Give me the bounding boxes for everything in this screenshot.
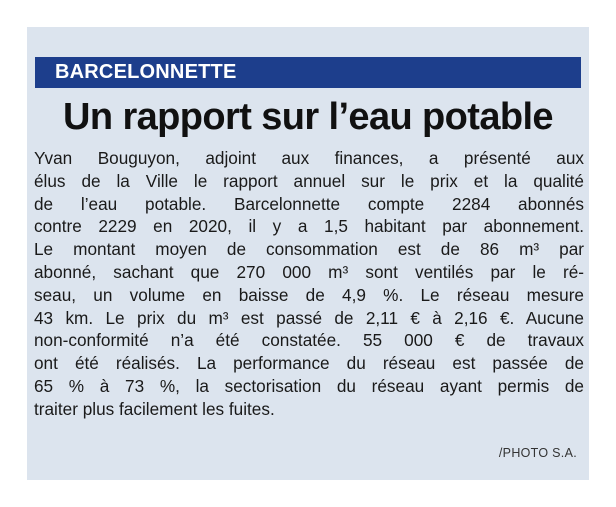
article-headline: Un rapport sur l’eau potable — [63, 96, 553, 138]
body-line: seau, un volume en baisse de 4,9 %. Le réseau mesure — [34, 284, 584, 305]
body-line: Yvan Bouguyon, adjoint aux finances, a présenté aux — [34, 148, 584, 168]
body-line: 43 km. Le prix du m³ est passé de 2,11 € à 2,16 €. Aucune — [34, 307, 584, 328]
kicker-label: BARCELONNETTE — [55, 61, 237, 83]
body-line: non-conformité n’a été constatée. 55 000 € de travaux — [34, 330, 584, 351]
body-line: ont été réalisés. La performance du réseau est passée de — [34, 353, 584, 374]
body-line: traiter plus facilement les fuites. — [34, 398, 275, 419]
body-line: 65 % à 73 %, la sectorisation du réseau ayant permis de — [34, 375, 584, 396]
kicker-bar — [35, 57, 581, 88]
news-article — [27, 27, 589, 480]
body-line: contre 2229 en 2020, il y a 1,5 habitant par abonnement. — [34, 216, 584, 237]
article-body — [34, 147, 584, 421]
body-line: élus de la Ville le rapport annuel sur le prix et la qualité — [34, 170, 584, 191]
photo-credit: /PHOTO S.A. — [498, 446, 577, 460]
body-line: abonné, sachant que 270 000 m³ sont ventilés par le ré- — [34, 261, 584, 282]
body-line: Le montant moyen de consommation est de 86 m³ par — [34, 239, 584, 260]
body-line: de l’eau potable. Barcelonnette compte 2284 abonnés — [34, 193, 584, 214]
